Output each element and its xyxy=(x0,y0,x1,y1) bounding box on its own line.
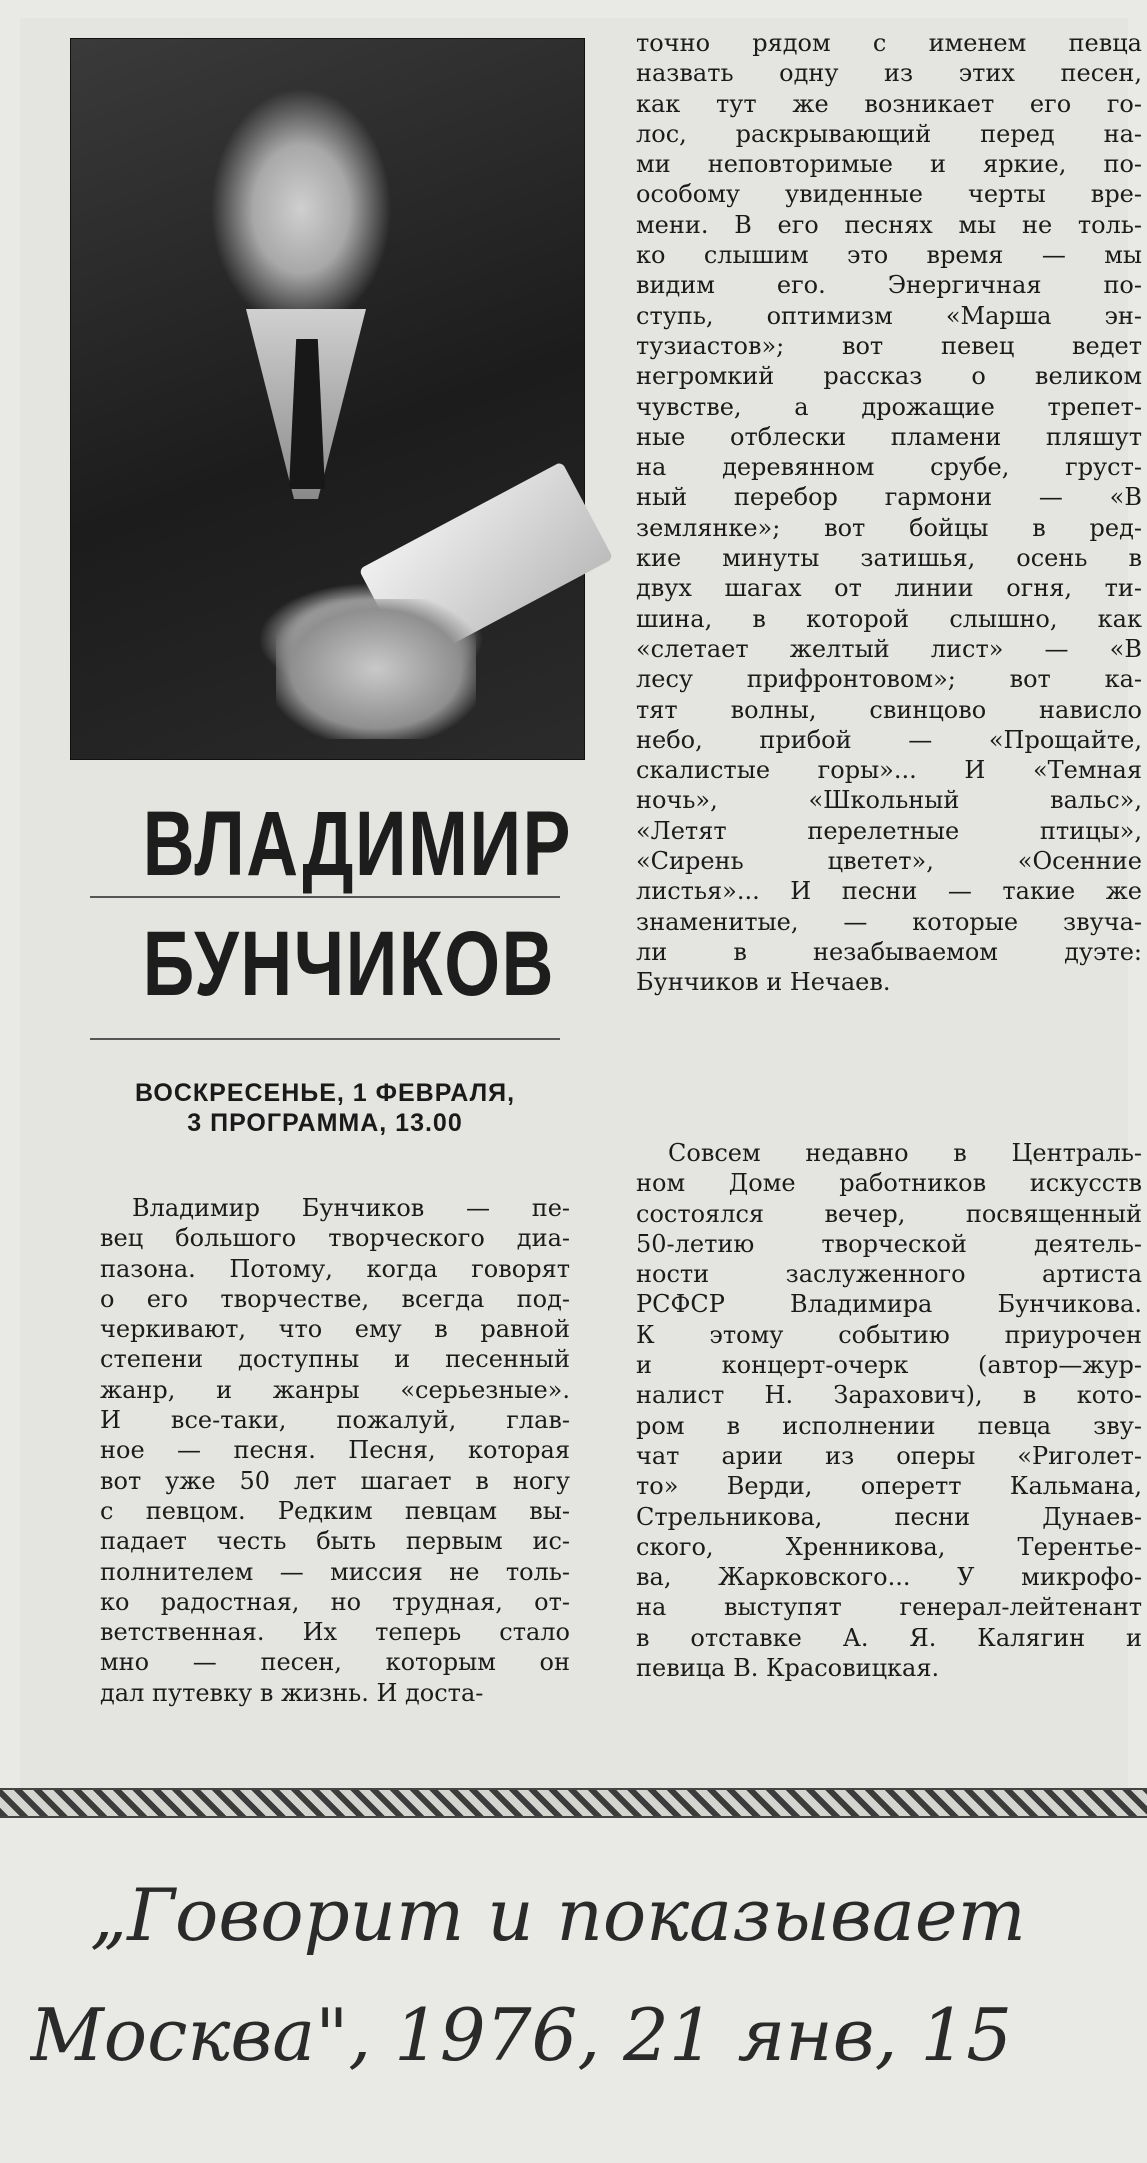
article-line: то» Верди, оперетт Кальмана, xyxy=(636,1472,1142,1501)
article-line: чат арии из оперы «Риголет- xyxy=(636,1441,1142,1470)
article-line: ности заслуженного артиста xyxy=(636,1260,1142,1289)
article-line: певица В. Красовицкая. xyxy=(636,1654,940,1683)
article-line: двух шагах от линии огня, ти- xyxy=(636,574,1142,603)
article-line: ветственная. Их теперь стало xyxy=(100,1618,570,1647)
article-right-column-paragraph-2 xyxy=(636,1138,1142,1683)
article-line: назвать одну из этих песен, xyxy=(636,59,1142,88)
article-line: падает честь быть первым ис- xyxy=(100,1527,570,1556)
article-line: ступь, оптимизм «Марша эн- xyxy=(636,301,1142,330)
article-line: Бунчиков и Нечаев. xyxy=(636,968,891,997)
handwritten-line-2: Москва", 1976, 21 янв, 15 xyxy=(30,1993,1013,2077)
article-line: лос, раскрывающий перед на- xyxy=(636,119,1142,148)
article-line: тят волны, свинцово нависло xyxy=(636,695,1142,724)
headline-divider-bottom xyxy=(90,1038,560,1040)
article-line: К этому событию приурочен xyxy=(636,1320,1142,1349)
article-line: кие минуты затишья, осень в xyxy=(636,544,1142,573)
article-line: землянке»; вот бойцы в ред- xyxy=(636,513,1142,542)
article-line: ночь», «Школьный вальс», xyxy=(636,786,1142,815)
article-line: «Сирень цветет», «Осенние xyxy=(636,847,1142,876)
article-line: чувстве, а дрожащие трепет- xyxy=(636,392,1142,421)
article-line: полнителем — миссия не толь- xyxy=(100,1557,570,1586)
article-line: 50-летию творческой деятель- xyxy=(636,1229,1142,1258)
article-line: степени доступны и песенный xyxy=(100,1345,570,1374)
handwritten-line-1: „Говорит и показывает xyxy=(90,1873,1026,1957)
article-line: ром в исполнении певца зву- xyxy=(636,1411,1142,1440)
article-line: с певцом. Редким певцам вы- xyxy=(100,1496,570,1525)
article-line: негромкий рассказ о великом xyxy=(636,362,1142,391)
broadcast-schedule xyxy=(80,1078,570,1138)
article-line: тузиастов»; вот певец ведет xyxy=(636,331,1142,360)
article-line: дал путевку в жизнь. И доста- xyxy=(100,1678,484,1707)
article-line: ное — песня. Песня, которая xyxy=(100,1436,570,1465)
article-line: как тут же возникает его го- xyxy=(636,89,1142,118)
article-line: шина, в которой слышно, как xyxy=(636,604,1142,633)
article-line: пазона. Потому, когда говорят xyxy=(100,1254,570,1283)
article-line: Стрельникова, песни Дунаев- xyxy=(636,1502,1142,1531)
article-line: ми неповторимые и яркие, по- xyxy=(636,150,1142,179)
article-line: знаменитые, — которые звуча- xyxy=(636,907,1142,936)
article-line: ные отблески пламени пляшут xyxy=(636,422,1142,451)
article-line: ный перебор гармони — «В xyxy=(636,483,1142,512)
article-line: РСФСР Владимира Бунчикова. xyxy=(636,1290,1142,1319)
article-line: лесу прифронтовом»; вот ка- xyxy=(636,665,1142,694)
handwritten-source-note xyxy=(30,1830,1130,2130)
article-line: листья»... И песни — такие же xyxy=(636,877,1142,906)
article-line: ли в незабываемом дуэте: xyxy=(636,937,1142,966)
article-line: о его творчестве, всегда под- xyxy=(100,1284,570,1313)
article-line: И все-таки, пожалуй, глав- xyxy=(100,1406,570,1435)
article-line: небо, прибой — «Прощайте, xyxy=(636,725,1142,754)
article-line: «Летят перелетные птицы», xyxy=(636,816,1142,845)
article-line: в отставке А. Я. Калягин и xyxy=(636,1623,1142,1652)
article-line: особому увиденные черты вре- xyxy=(636,180,1142,209)
article-line: «слетает желтый лист» — «В xyxy=(636,634,1142,663)
article-line: скалистые горы»... И «Темная xyxy=(636,756,1142,785)
article-line: Совсем недавно в Централь- xyxy=(668,1139,1142,1167)
article-line: ном Доме работников искусств xyxy=(636,1169,1142,1198)
article-line: вот уже 50 лет шагает в ногу xyxy=(100,1466,570,1495)
article-line: ко радостная, но трудная, от- xyxy=(100,1587,570,1616)
article-line: черкивают, что ему в равной xyxy=(100,1315,570,1344)
article-line: Владимир Бунчиков — пе- xyxy=(132,1194,570,1222)
article-line: налист Н. Зарахович), в кото- xyxy=(636,1381,1142,1410)
article-right-column-paragraph-1 xyxy=(636,28,1142,998)
article-line: ского, Хренникова, Терентье- xyxy=(636,1532,1142,1561)
article-line: и концерт-очерк (автор—жур- xyxy=(636,1351,1142,1380)
article-line: ко слышим это время — мы xyxy=(636,241,1142,270)
article-line: мно — песен, которым он xyxy=(100,1648,570,1677)
headline-last-name: БУНЧИКОВ xyxy=(142,913,555,1015)
article-left-column xyxy=(100,1193,570,1708)
article-line: точно рядом с именем певца xyxy=(636,29,1142,57)
schedule-date: ВОСКРЕСЕНЬЕ, 1 ФЕВРАЛЯ, xyxy=(134,1079,516,1107)
article-line: состоялся вечер, посвященный xyxy=(636,1199,1142,1228)
schedule-program-time: 3 ПРОГРАММА, 13.00 xyxy=(187,1109,463,1137)
article-line: видим его. Энергичная по- xyxy=(636,271,1142,300)
decorative-border xyxy=(0,1788,1147,1818)
singer-photo xyxy=(70,38,585,760)
headline-divider xyxy=(90,896,560,898)
newspaper-clipping xyxy=(20,18,1142,1788)
article-line: вец большого творческого диа- xyxy=(100,1224,570,1253)
article-line: мени. В его песнях мы не толь- xyxy=(636,210,1142,239)
headline-first-name: ВЛАДИМИР xyxy=(142,793,573,895)
article-line: на выступят генерал-лейтенант xyxy=(636,1593,1142,1622)
article-line: жанр, и жанры «серьезные». xyxy=(100,1375,570,1404)
article-line: на деревянном срубе, груст- xyxy=(636,453,1142,482)
article-line: ва, Жарковского... У микрофо- xyxy=(636,1563,1142,1592)
